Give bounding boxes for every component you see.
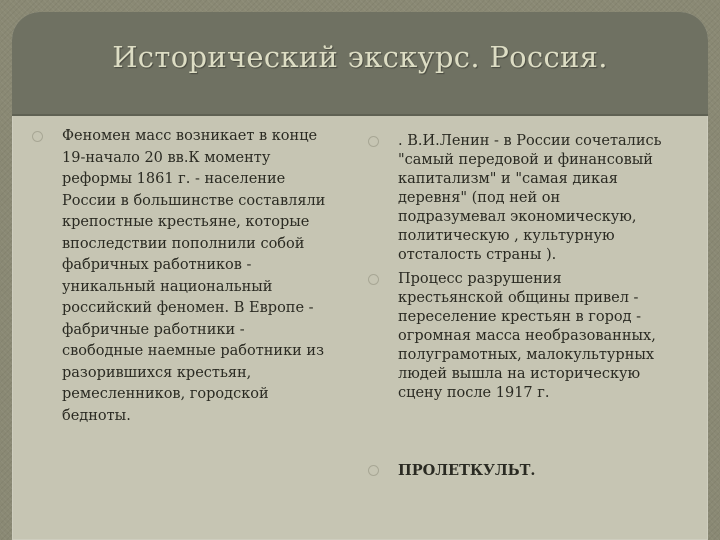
bullet-icon <box>368 136 379 147</box>
right-item-3-text: ПРОЛЕТКУЛЬТ. <box>398 462 536 479</box>
right-bullet-item-2 <box>398 270 678 403</box>
right-item-2-text: Процесс разрушения крестьянской общины привел - переселение крестьян в город - огромная масса необразованных, полуграмотных, малокультурных людей вышла на историческую сцену после 1917 г. <box>398 271 656 401</box>
right-item-1-text: . В.И.Ленин - в России сочетались "самый передовой и финансовый капитализм" и "самая дикая деревня" (под ней он подразумевал экономическую, политическую , культурную отсталость страны ). <box>398 133 662 263</box>
bullet-icon <box>368 274 379 285</box>
bullet-icon <box>368 465 379 476</box>
slide-title: Исторический экскурс. Россия. <box>112 40 608 74</box>
left-bullet-item <box>62 126 360 427</box>
left-column <box>62 126 360 427</box>
right-bullet-item-1 <box>398 132 678 265</box>
bullet-icon <box>32 131 43 142</box>
left-column-text: Феномен масс возникает в конце 19-начало 20 вв.К моменту реформы 1861 г. - население России в большинстве составляли крепостные крестьяне, которые впоследствии пополнили собой фабричных работников - уникальный национальный российский феномен. В Европе - фабричные работники - свободные наемные работники из разорившихся крестьян, ремесленников, городской бедноты. <box>62 128 326 424</box>
right-bullet-item-3 <box>398 461 678 480</box>
